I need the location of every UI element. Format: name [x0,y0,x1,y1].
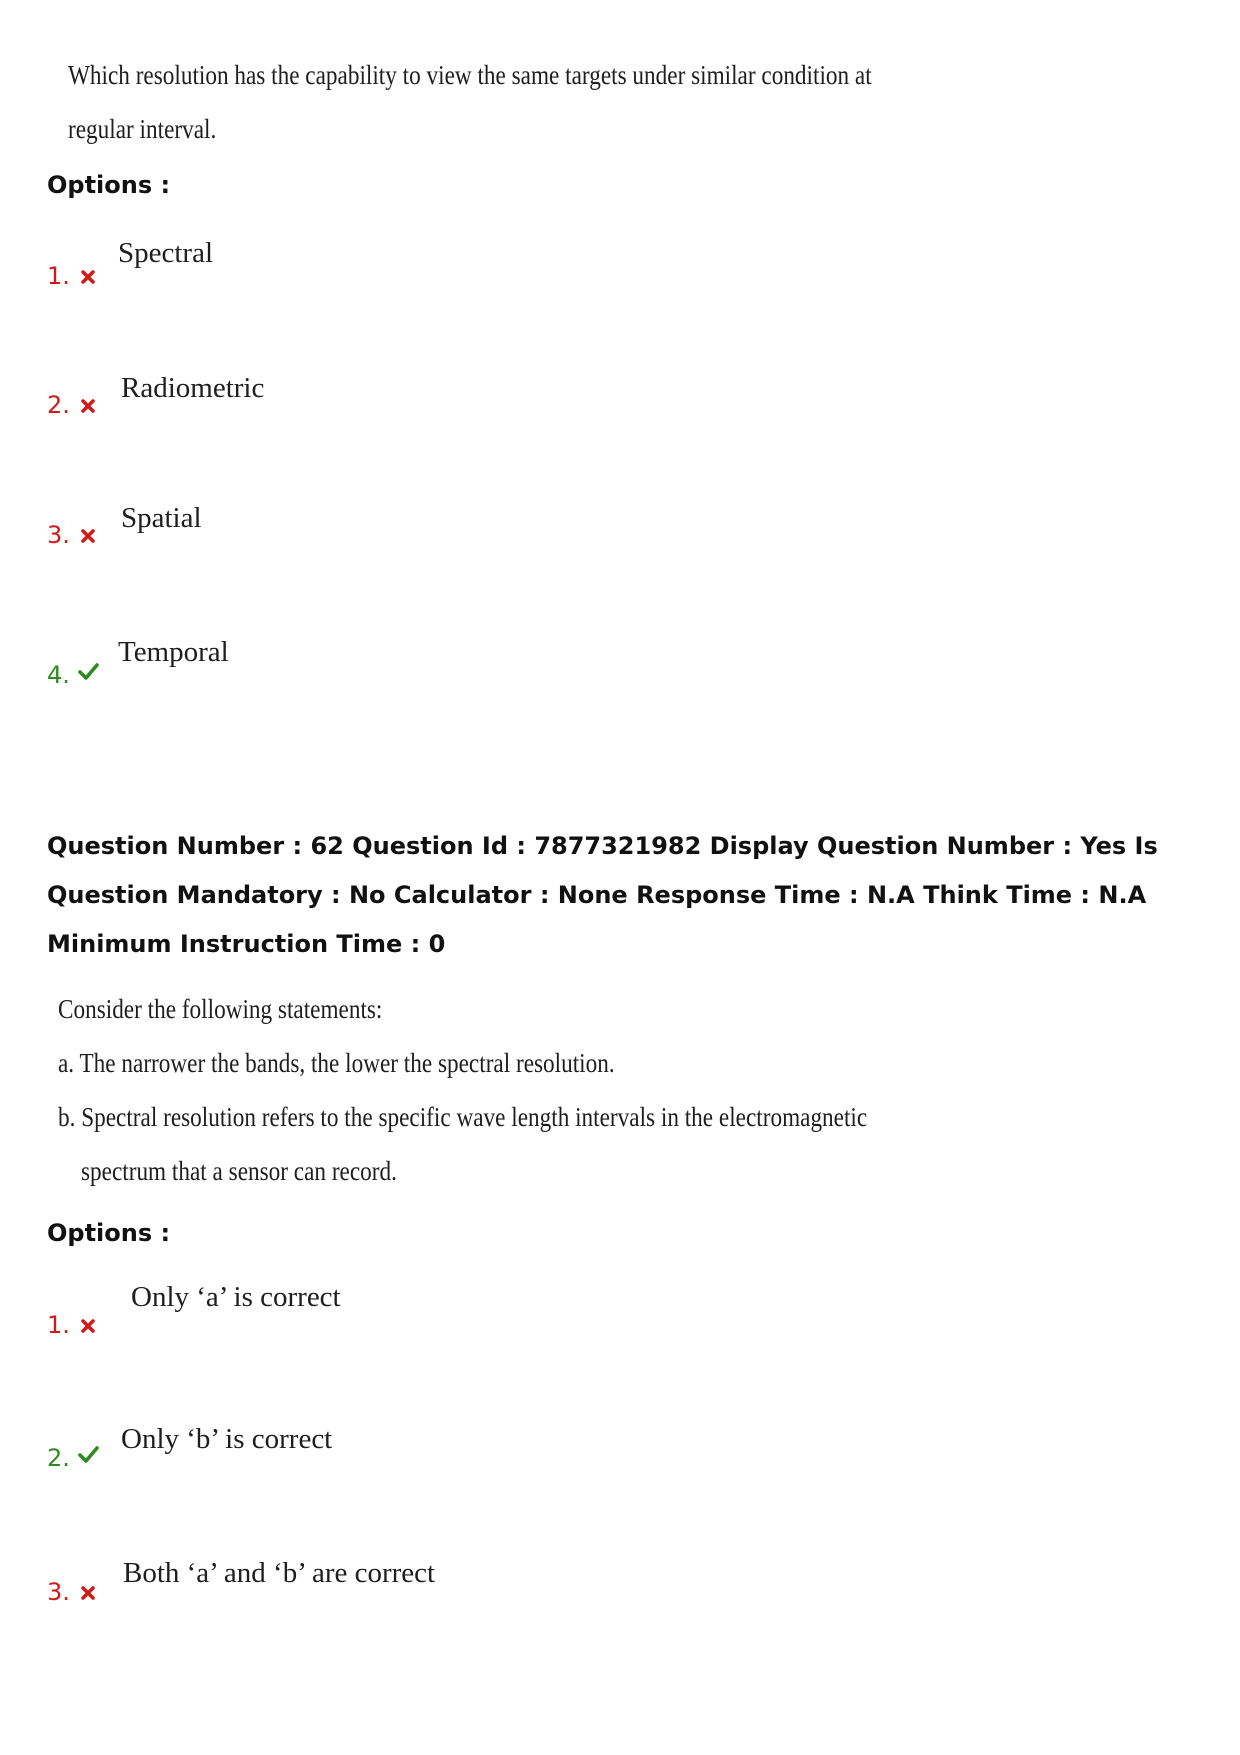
option-number: 3. [47,521,70,549]
option-text: Only ‘a’ is correct [131,1281,341,1313]
check-icon [77,1443,99,1465]
options-heading: Options : [47,1219,171,1247]
option-number: 1. [47,262,70,290]
option-number: 2. [47,1444,70,1472]
question-stem-line: a. The narrower the bands, the lower the spectral resolution. [58,1048,615,1078]
option-number: 4. [47,661,70,689]
question-stem-line: Consider the following statements: [58,994,383,1024]
option-number: 1. [47,1311,70,1339]
option-text: Only ‘b’ is correct [121,1423,333,1455]
cross-icon [77,395,99,417]
question-stem-line: spectrum that a sensor can record. [81,1156,397,1186]
option-text: Both ‘a’ and ‘b’ are correct [123,1557,436,1589]
option-text: Spectral [118,237,214,269]
cross-icon [77,1315,99,1337]
option-number: 3. [47,1578,70,1606]
option-text: Temporal [118,636,229,668]
option-text: Spatial [121,502,202,534]
question-stem-line: Which resolution has the capability to view the same targets under similar condition at [68,60,872,90]
cross-icon [77,1582,99,1604]
options-heading: Options : [47,171,171,199]
question-stem-line: b. Spectral resolution refers to the specific wave length intervals in the electromagnetic [58,1102,868,1132]
question-metadata: Question Number : 62 Question Id : 7877321982 Display Question Number : Yes Is Question Mandatory : No Calculator : None Response Time : N.A Think Time : N.A Minimum Instruction Time : 0 [47,832,1158,958]
cross-icon [77,525,99,547]
cross-icon [77,266,99,288]
question-stem-line: regular interval. [68,114,217,144]
check-icon [77,660,99,682]
option-text: Radiometric [121,372,265,404]
option-number: 2. [47,391,70,419]
